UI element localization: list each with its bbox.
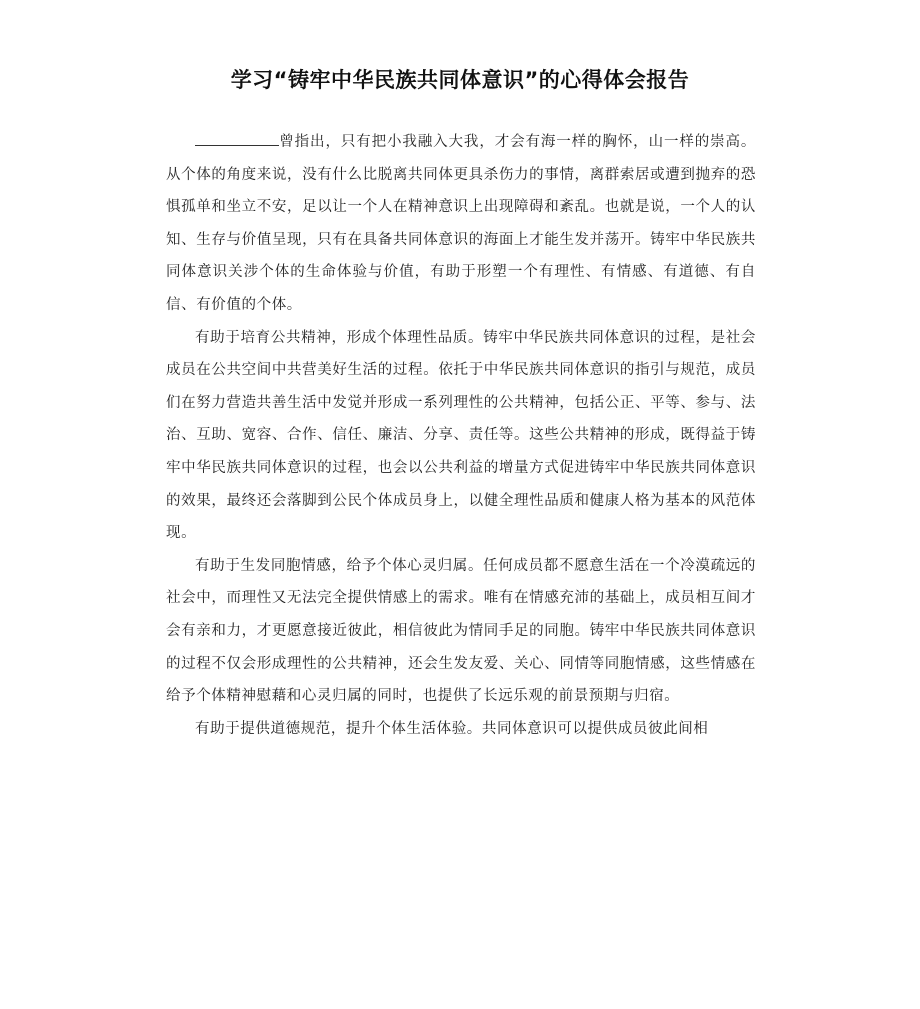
paragraph-4: 有助于提供道德规范，提升个体生活体验。共同体意识可以提供成员彼此间相 bbox=[195, 720, 709, 737]
paragraph-1-text: 曾指出，只有把小我融入大我，才会有海一样的胸怀，山一样的崇高。从个体的角度来说，没有什么比脱离共同体更具杀伤力的事情，离群索居或遭到抛弃的恐惧孤单和坐立不安，足以让一个人在精神意识上出现障碍和紊乱。也就是说，一个人的认知、生存与价值呈现，只有在具备共同体意识的海面上才能生发并荡开。铸牢中华民族共同体意识关涉个体的生命体验与价值，有助于形塑一个有理性、有情感、有道德、有自信、有价值的个体。 bbox=[166, 134, 756, 313]
paragraph-2: 有助于培育公共精神，形成个体理性品质。铸牢中华民族共同体意识的过程，是社会成员在公共空间中共营美好生活的过程。依托于中华民族共同体意识的指引与规范，成员们在努力营造共善生活中发觉并形成一系列理性的公共精神，包括公正、平等、参与、法治、互助、宽容、合作、信任、廉洁、分享、责任等。这些公共精神的形成，既得益于铸牢中华民族共同体意识的过程，也会以公共利益的增量方式促进铸牢中华民族共同体意识的效果，最终还会落脚到公民个体成员身上，以健全理性品质和健康人格为基本的风范体现。 bbox=[166, 329, 756, 542]
document-body bbox=[166, 126, 756, 745]
paragraph-3: 有助于生发同胞情感，给予个体心灵归属。任何成员都不愿意生活在一个冷漠疏远的社会中，而理性又无法完全提供情感上的需求。唯有在情感充沛的基础上，成员相互间才会有亲和力，才更愿意接近彼此，相信彼此为情同手足的同胞。铸牢中华民族共同体意识的过程不仅会形成理性的公共精神，还会生发友爱、关心、同情等同胞情感，这些情感在给予个体精神慰藉和心灵归属的同时，也提供了长远乐观的前景预期与归宿。 bbox=[166, 557, 756, 705]
paragraph-1 bbox=[166, 126, 756, 322]
fill-in-blank-line bbox=[195, 131, 279, 146]
document-title: 学习“铸牢中华民族共同体意识”的心得体会报告 bbox=[230, 68, 690, 92]
